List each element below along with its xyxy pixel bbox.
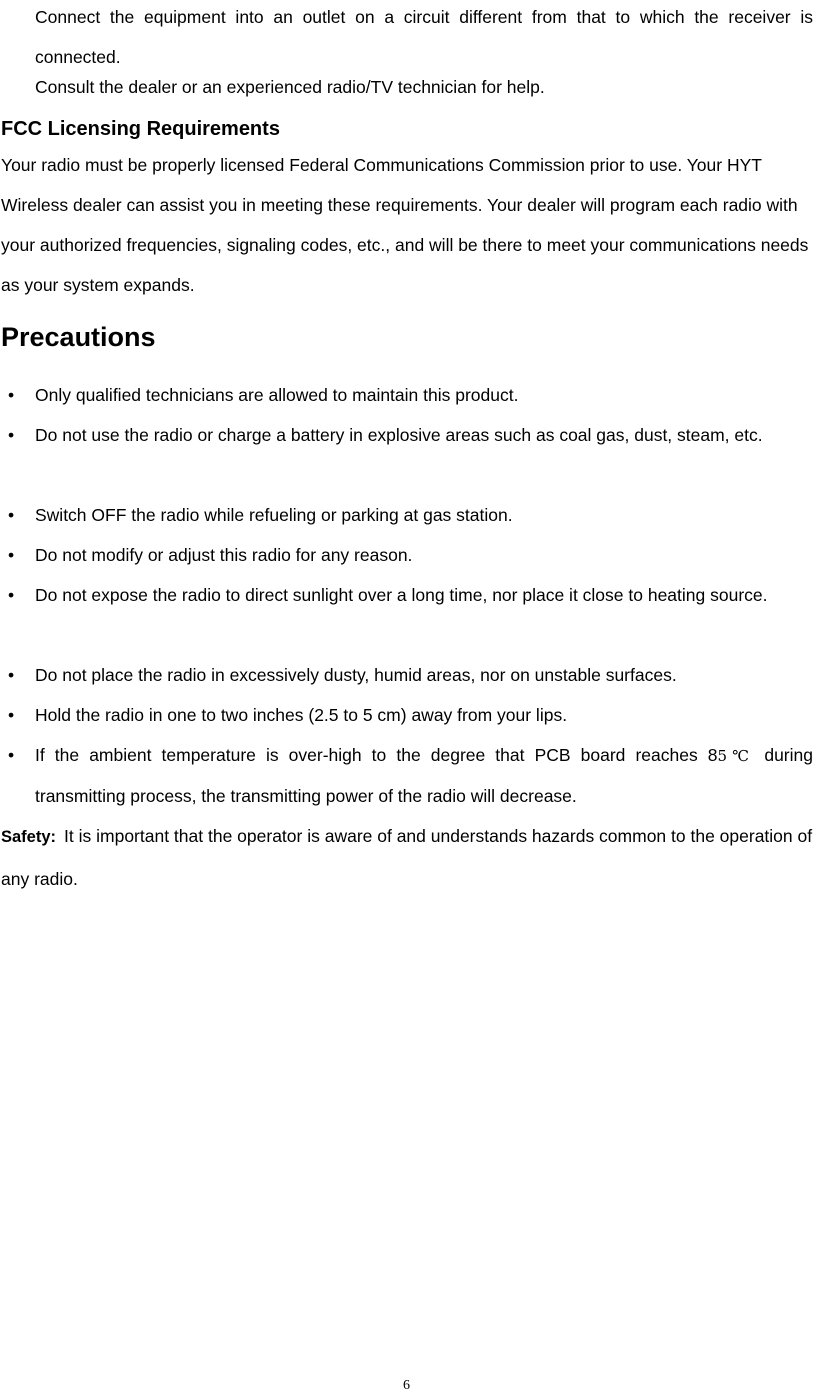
precaution-text [35,735,813,816]
precaution-text: Do not use the radio or charge a battery in explosive areas such as coal gas, dust, steam, etc. [35,425,763,445]
intro-connect-text: Connect the equipment into an outlet on a circuit different from that to which the receiver is connected. [35,7,813,67]
bullet-icon: • [8,425,15,445]
precaution-text: Do not expose the radio to direct sunlight over a long time, nor place it close to heating source. [35,585,768,605]
safety-paragraph [1,815,813,900]
precaution-text: Do not modify or adjust this radio for any reason. [35,545,413,565]
temperature-text-after: during transmitting process, the transmitting power of the radio will decrease. [35,745,813,806]
temperature-text-before: If the ambient temperature is over-high to the degree that PCB board reaches 8 [35,745,718,765]
page-number: 6 [403,1378,410,1393]
precaution-text: Hold the radio in one to two inches (2.5 to 5 cm) away from your lips. [35,705,568,725]
precautions-heading: Precautions [1,322,156,352]
fcc-body-text: Your radio must be properly licensed Federal Communications Commission prior to use. Your HYT Wireless dealer can assist you in meeting these requirements. Your dealer will program each radio with your authorized frequencies, signaling codes, etc., and will be there to meet your communications needs as your system expands. [1,155,809,295]
bullet-icon: • [8,585,15,605]
bullet-icon: • [8,665,15,685]
bullet-icon: • [8,505,15,525]
precaution-text: Do not place the radio in excessively dusty, humid areas, nor on unstable surfaces. [35,665,677,685]
bullet-icon: • [8,545,15,565]
intro-consult-text: Consult the dealer or an experienced radio/TV technician for help. [35,77,545,97]
bullet-icon: • [8,745,15,765]
bullet-icon: • [8,385,15,405]
precaution-text: Switch OFF the radio while refueling or parking at gas station. [35,505,513,525]
temperature-value: 5℃ [717,747,755,765]
safety-text: It is important that the operator is aware of and understands hazards common to the operation of any radio. [1,826,813,889]
safety-label: Safety: [1,828,57,846]
precaution-text: Only qualified technicians are allowed to maintain this product. [35,385,519,405]
fcc-heading: FCC Licensing Requirements [1,118,280,140]
bullet-icon: • [8,705,15,725]
